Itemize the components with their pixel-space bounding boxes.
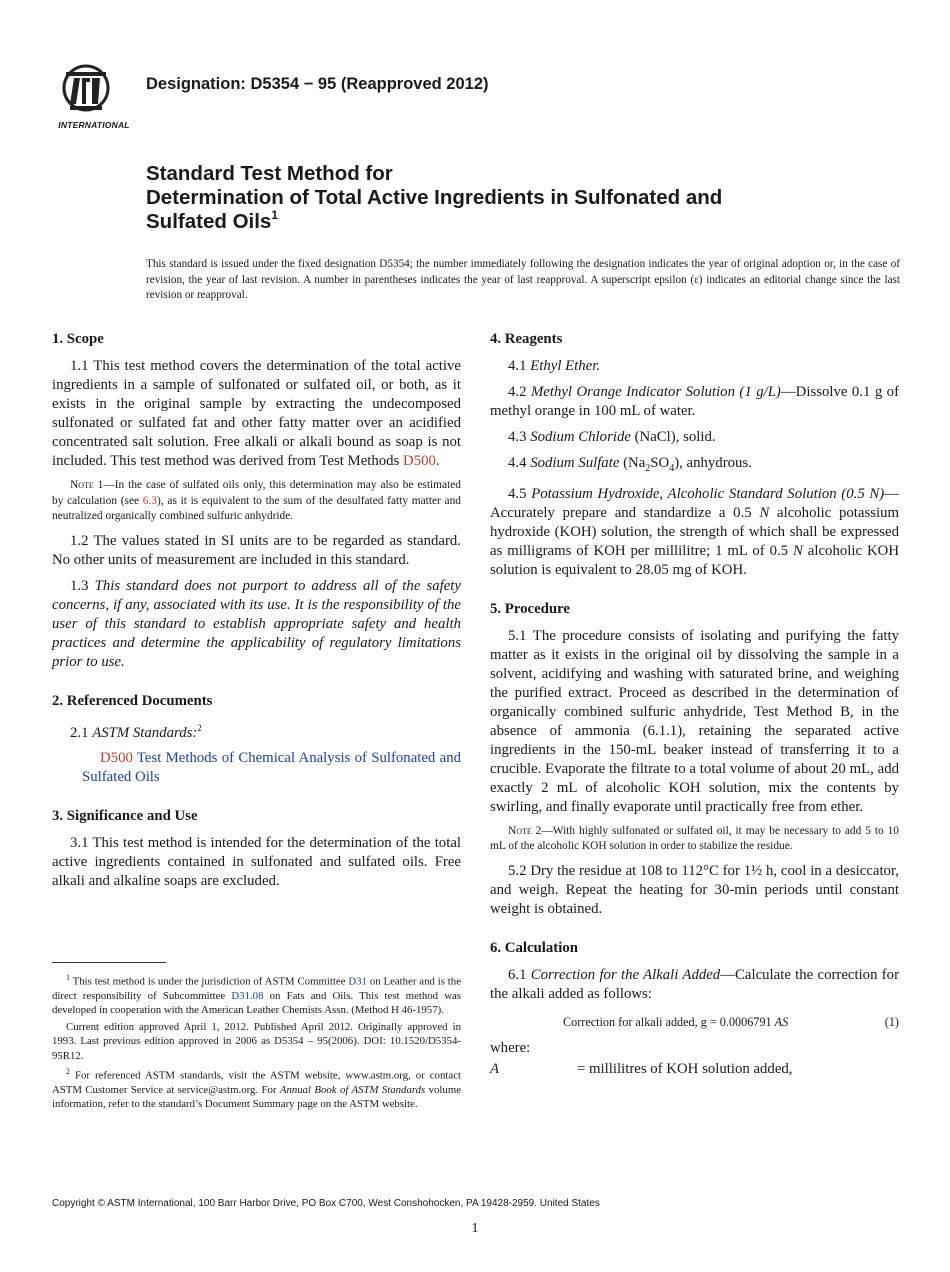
footnote-2: $^2$ For referenced ASTM standards, visit the ASTM website, www.astm.org, or contact ASTM Customer Service at service@astm.org. For Annual Book of ASTM Standards volume information, refer to the standard’s Document Summary page on the ASTM website. [52,1067,462,1111]
right-column [490,330,899,1080]
referenced-2-1: 2.1 ASTM Standards:$^2$ [70,722,202,741]
calculation-6-1: 6.1 Correction for the Alkali Added—Calculate the correction for the alkali added as follows: [490,966,900,1002]
reagent-4-5: 4.5 Potassium Hydroxide, Alcoholic Standard Solution (0.5 N)—Accurately prepare and standardize a 0.5 N alcoholic potassium hydroxide (KOH) solution, the strength of which shall be expressed as milligrams of KOH per millilitre; 1 mL of 0.5 N alcoholic KOH solution is equivalent to 28.05 mg of KOH. [490,485,900,578]
link-d31[interactable]: D31 [348,975,367,988]
reagent-4-4: 4.4 Sodium Sulfate $(Na_2SO_4)$, anhydrous. [508,455,752,474]
title-footnote-mark: 1 [271,208,278,222]
link-d500[interactable]: D500 [403,453,436,469]
intro-paragraph: This standard is issued under the fixed designation D5354; the number immediately following the designation indicates the year of original adoption or, in the case of revision, the year of last revision. A number in parentheses indicates the year of last reapproval. A superscript epsilon (ε) indicates an editorial change since the last revision or reapproval. [146,258,900,301]
astm-logo [52,60,136,134]
referenced-heading: 2. Referenced Documents [52,692,213,709]
procedure-5-2: 5.2 Dry the residue at 108 to 112°C for 1½ h, cool in a desiccator, and weigh. Repeat the heating for 30-min periods until constant weight is obtained. [490,862,899,917]
left-column [52,330,461,898]
where-definition: A = millilitres of KOH solution added, [490,1060,793,1077]
reagents-heading: 4. Reagents [490,331,563,347]
note-2: Note 2—With highly sulfonated or sulfated oil, it may be necessary to add 5 to 10 mL of the alcoholic KOH solution in order to stabilize the residue. [490,824,899,853]
significance-heading: 3. Significance and Use [52,808,198,825]
title-line-1: Standard Test Method for [146,162,393,185]
reagent-4-3: 4.3 Sodium Chloride (NaCl), solid. [508,429,716,445]
footnote-edition: Current edition approved April 1, 2012. Published April 2012. Originally approved in 1993. Last previous edition approved in 2006 as D5354 – 95(2006). DOI: 10.1520/D5354-95R12. [52,1020,461,1062]
reagent-4-1: 4.1 Ethyl Ether. [508,358,601,374]
equation-number: (1) [884,1014,899,1029]
footnotes [52,971,461,1114]
designation: Designation: D5354 − 95 (Reapproved 2012) [146,75,489,93]
footnote-divider [52,962,166,963]
scope-1-3: 1.3 This standard does not purport to address all of the safety concerns, if any, associated with its use. It is the responsibility of the user of this standard to establish appropriate safety and health practices and determine the applicability of regulatory limitations prior to use. [52,577,461,670]
equation-1: Correction for alkali added, g = 0.0006791 AS (1) [490,1011,899,1033]
significance-3-1: 3.1 This test method is intended for the determination of the total active ingredients contained in sulfonated and sulfated oils. Free alkali and alkaline soaps are excluded. [52,835,461,890]
link-6-3[interactable]: 6.3 [142,494,158,507]
procedure-heading: 5. Procedure [490,600,570,617]
page-number: 1 [471,1221,479,1236]
link-d31-08[interactable]: D31.08 [231,990,264,1002]
scope-1-2: 1.2 The values stated in SI units are to be regarded as standard. No other units of measurement are included in this standard. [52,532,461,568]
title-line-2: Determination of Total Active Ingredients in Sulfonated and [146,186,723,209]
logo-subtext: INTERNATIONAL [58,120,130,130]
reference-d500[interactable]: D500 Test Methods of Chemical Analysis of Sulfonated and Sulfated Oils [82,750,461,786]
where-label: where: [490,1039,531,1056]
title-line-3: Sulfated Oils$^1$ [146,208,278,233]
procedure-5-1: 5.1 The procedure consists of isolating and purifying the fatty matter as it exists in the original oil by dissolving the sample in a solvent, acidifying and washing with saturated brine, and weighing the purified extract. Proceed as described in the determination of organically combined sulfuric anhydride, Test Method B, in the absence of ammonia (6.1.1), retaining the separated active ingredients in the 150-mL beaker instead of transferring it to a crucible. Evaporate the filtrate to a total volume of about 20 mL, add exactly 2 mL of alcoholic KOH solution, mix the contents by swirling, and finally evaporate until practically free from ether. [490,627,900,815]
footnote-1: $^1$ This test method is under the jurisdiction of ASTM Committee D31 on Leather and is the direct responsibility of Subcommittee D31.08 on Fats and Oils. This test method was developed in cooperation with the American Leather Chemists Assn. (Method H 46-1957). [52,973,462,1017]
scope-1-1: 1.1 This test method covers the determination of the total active ingredients in a sample of sulfonated or sulfated oil, or both, as it exists in the original sample by extracting the undecomposed sulfonated or sulfated fat and other fatty matter over an acidified concentrated salt solution. Free alkali or alkali bound as soap is not included. This test method was derived from Test Methods D500. [52,358,461,469]
note-1: Note 1—In the case of sulfated oils only, this determination may also be estimated by calculation (see 6.3), as it is equivalent to the sum of the desulfated fatty matter and neutralized organically combined sulfuric anhydride. [52,479,461,522]
reagent-4-2: 4.2 Methyl Orange Indicator Solution (1 g/L)—Dissolve 0.1 g of methyl orange in 100 mL of water. [490,384,900,419]
calculation-heading: 6. Calculation [490,939,578,956]
scope-heading: 1. Scope [52,331,104,347]
copyright: Copyright © ASTM International, 100 Barr Harbor Drive, PO Box C700, West Conshohocken, PA 19428-2959. United States [52,1198,600,1209]
